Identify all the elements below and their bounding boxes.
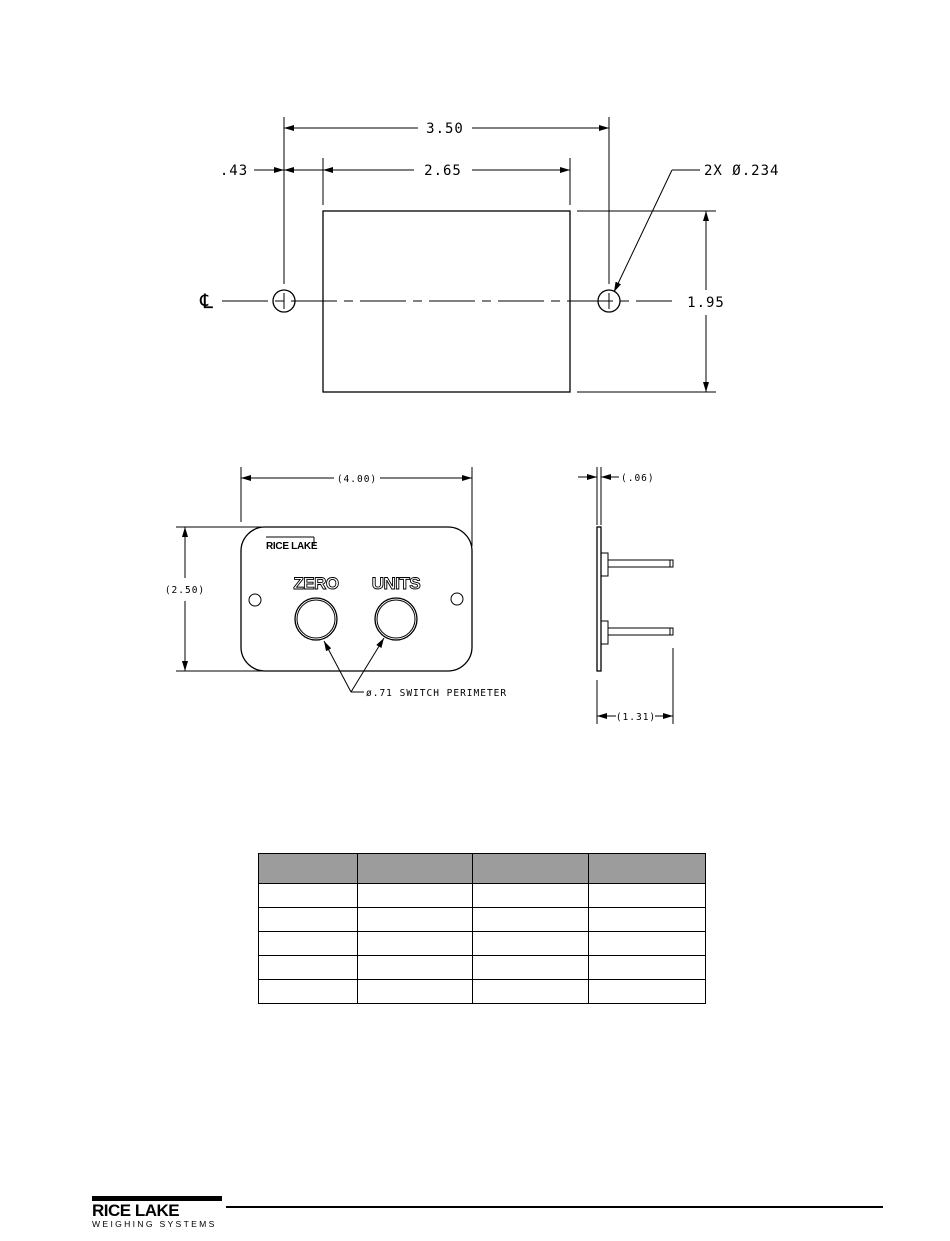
table-cell — [259, 884, 358, 908]
table-header-cell — [589, 854, 706, 884]
table-cell — [358, 980, 473, 1004]
centerline-symbol: ℄ — [200, 289, 214, 313]
panel-width-label: (4.00) — [336, 474, 378, 485]
table-cell — [589, 980, 706, 1004]
hole-callout-label: 2X Ø.234 — [704, 163, 780, 179]
units-button-label: UNITS — [371, 574, 421, 593]
thickness-label: (.06) — [621, 473, 655, 484]
table-cell — [473, 908, 589, 932]
table-header-cell — [259, 854, 358, 884]
table-cell — [259, 932, 358, 956]
table-cell — [589, 956, 706, 980]
table-row — [259, 932, 706, 956]
side-switch-top-plunger — [608, 560, 673, 567]
depth-label: (1.31) — [615, 712, 657, 723]
cutout-width-label: 2.65 — [424, 163, 462, 179]
table-cell — [358, 932, 473, 956]
table-cell — [259, 980, 358, 1004]
footer-rule — [226, 1206, 883, 1208]
table-cell — [473, 956, 589, 980]
table-cell — [358, 884, 473, 908]
panel-hole-right — [451, 593, 463, 605]
zero-button-label: ZERO — [293, 574, 339, 593]
logo-tagline: WEIGHING SYSTEMS — [92, 1219, 217, 1229]
table-cell — [358, 908, 473, 932]
table-cell — [473, 980, 589, 1004]
panel-hole-left — [249, 594, 261, 606]
side-switch-top-body — [601, 553, 608, 576]
zero-button-inner — [297, 600, 335, 638]
cutout-view — [199, 117, 779, 392]
table-cell — [358, 956, 473, 980]
overall-width-label: 3.50 — [426, 121, 464, 137]
table-cell — [259, 908, 358, 932]
cutout-height-label: 1.95 — [687, 295, 725, 311]
table-cell — [473, 884, 589, 908]
panel-logo: RICE LAKE — [266, 541, 318, 552]
units-button — [375, 598, 417, 640]
table-header-row — [259, 854, 706, 884]
switch-callout-leader-right — [351, 638, 384, 692]
table-cell — [589, 932, 706, 956]
zero-button — [295, 598, 337, 640]
table-row — [259, 980, 706, 1004]
table-cell — [259, 956, 358, 980]
spec-table — [258, 853, 706, 1004]
units-button-inner — [377, 600, 415, 638]
switch-callout-leader-left — [324, 641, 351, 692]
table-cell — [473, 932, 589, 956]
panel-height-label: (2.50) — [164, 585, 206, 596]
table-row — [259, 908, 706, 932]
edge-offset-label: .43 — [219, 163, 249, 179]
table-header-cell — [473, 854, 589, 884]
table-header-cell — [358, 854, 473, 884]
table-cell — [589, 884, 706, 908]
rice-lake-logo — [92, 1196, 224, 1230]
side-panel-edge — [597, 527, 601, 671]
side-switch-bottom-plunger — [608, 628, 673, 635]
table-cell — [589, 908, 706, 932]
side-view — [578, 467, 673, 724]
side-switch-bottom-body — [601, 621, 608, 644]
front-view — [165, 467, 507, 699]
logo-brand: RICE LAKE — [92, 1201, 180, 1220]
hole-callout-leader — [614, 170, 672, 292]
table-row — [259, 956, 706, 980]
table-row — [259, 884, 706, 908]
switch-callout-label: ø.71 SWITCH PERIMETER — [366, 688, 508, 699]
